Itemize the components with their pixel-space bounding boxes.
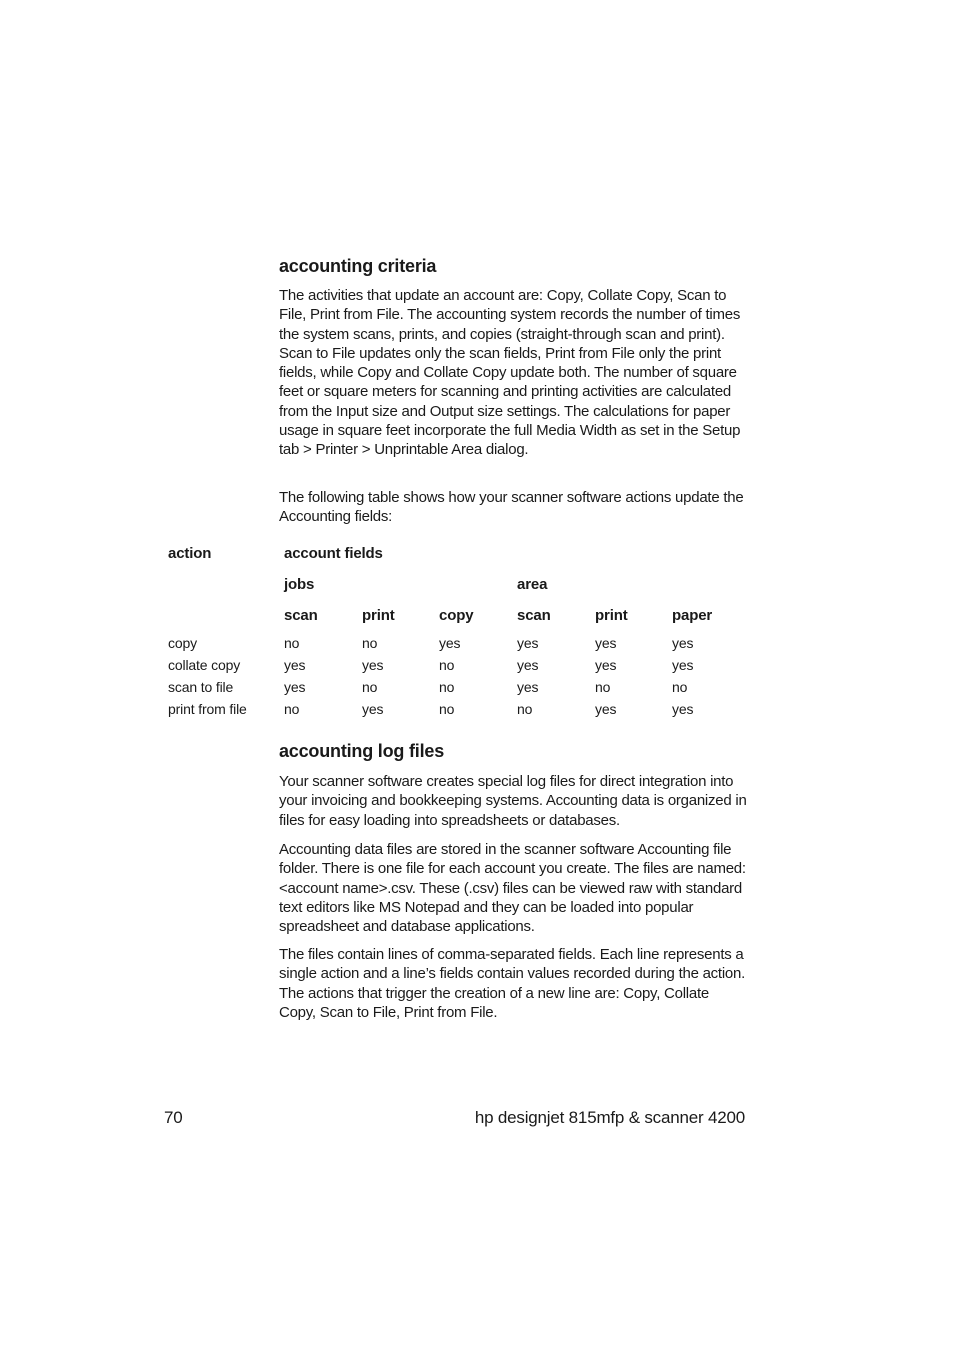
- paragraph-log-files-intro: Your scanner software creates special log files for direct integration into your invoicing and bookkeeping systems. Accounting data is organized in files for easy loading into spreadsheets or databases.: [279, 773, 747, 829]
- table-header-account-fields: account fields: [284, 545, 383, 562]
- table-cell: yes: [362, 657, 384, 673]
- table-cell: yes: [362, 701, 384, 717]
- table-column-header: scan: [517, 607, 551, 624]
- table-cell: no: [672, 679, 688, 695]
- section-heading-accounting-log-files: accounting log files: [279, 741, 445, 761]
- table-row-action: collate copy: [168, 657, 241, 673]
- table-header-action: action: [168, 545, 212, 562]
- table-column-header: paper: [672, 607, 713, 624]
- table-cell: yes: [595, 701, 617, 717]
- table-cell: yes: [672, 657, 694, 673]
- table-cell: yes: [595, 635, 617, 651]
- table-cell: no: [439, 701, 455, 717]
- section-heading-accounting-criteria: accounting criteria: [279, 256, 437, 276]
- table-column-header: copy: [439, 607, 474, 624]
- table-cell: yes: [439, 635, 461, 651]
- table-row-action: print from file: [168, 701, 247, 717]
- table-cell: yes: [517, 635, 539, 651]
- table-cell: yes: [517, 657, 539, 673]
- paragraph-table-intro: The following table shows how your scanner software actions update the Accounting fields:: [279, 489, 744, 526]
- table-cell: yes: [595, 657, 617, 673]
- table-cell: yes: [284, 679, 306, 695]
- table-group-jobs: jobs: [284, 576, 315, 593]
- table-cell: no: [362, 679, 378, 695]
- table-cell: no: [439, 679, 455, 695]
- page-number: 70: [164, 1108, 183, 1127]
- table-column-header: print: [595, 607, 628, 624]
- table-cell: yes: [672, 701, 694, 717]
- table-row-action: scan to file: [168, 679, 234, 695]
- table-group-area: area: [517, 576, 548, 593]
- table-cell: no: [439, 657, 455, 673]
- table-column-header: scan: [284, 607, 318, 624]
- paragraph-log-files-format: The files contain lines of comma-separated fields. Each line represents a single action and a line’s fields contain values recorded during the action. The actions that trigger the creation of a new line are: Copy, Collate Copy, Scan to File, Print from File.: [279, 946, 746, 1021]
- table-column-header: print: [362, 607, 395, 624]
- table-cell: yes: [672, 635, 694, 651]
- paragraph-log-files-storage: Accounting data files are stored in the scanner software Accounting file folder. There is one file for each account you create. The files are named: <account name>.csv. These (.csv) files can be viewed raw with standard text editors like MS Notepad and they can be loaded into popular spreadsheet and database applications.: [279, 841, 746, 936]
- table-cell: no: [517, 701, 533, 717]
- table-cell: no: [284, 635, 300, 651]
- footer-product-name: hp designjet 815mfp & scanner 4200: [474, 1108, 745, 1127]
- paragraph-accounting-criteria: The activities that update an account are: Copy, Collate Copy, Scan to File, Print from File. The accounting system records the number of times the system scans, prints, and copies (straight-through scan and print). Scan to File updates only the scan fields, Print from File only the print fields, while Copy and Collate Copy update both. The number of square feet or square meters for scanning and printing activities are calculated from the Input size and Output size settings. The calculations for paper usage in square feet incorporate the full Media Width as set in the Setup tab > Printer > Unprintable Area dialog.: [279, 287, 741, 459]
- table-cell: no: [362, 635, 378, 651]
- table-row-action: copy: [168, 635, 197, 651]
- table-cell: no: [284, 701, 300, 717]
- table-cell: no: [595, 679, 611, 695]
- table-cell: yes: [284, 657, 306, 673]
- table-cell: yes: [517, 679, 539, 695]
